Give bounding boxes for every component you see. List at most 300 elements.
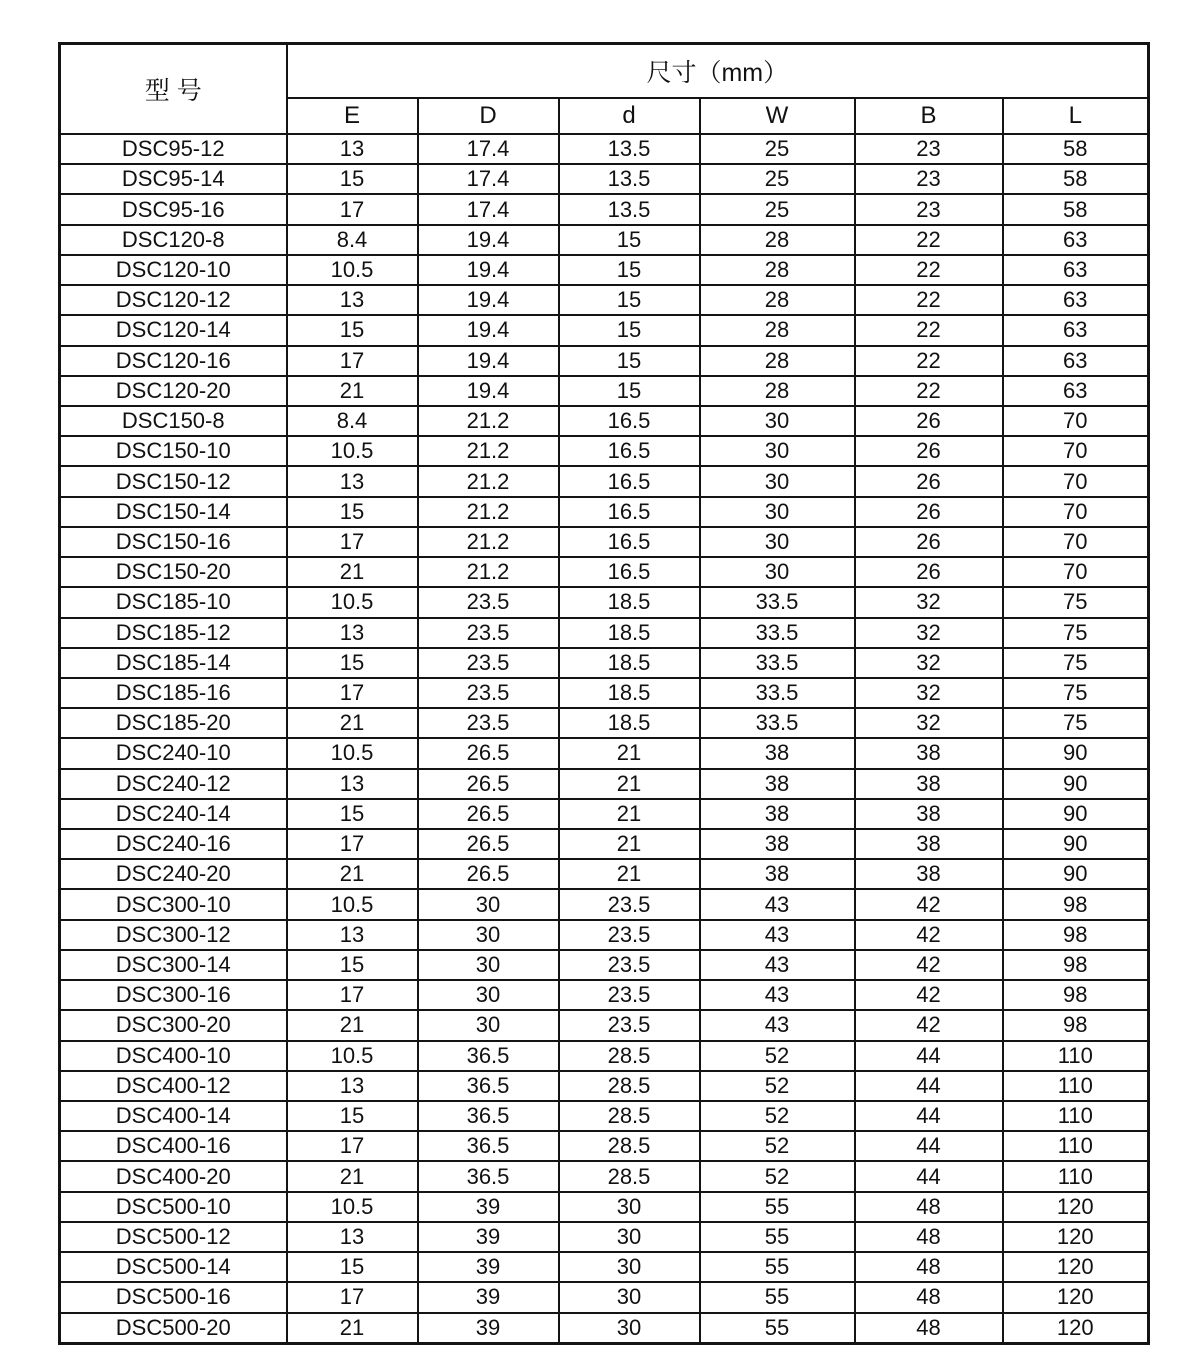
value-cell-D: 23.5: [418, 587, 559, 617]
value-cell-L: 98: [1003, 1010, 1149, 1040]
value-cell-L: 75: [1003, 587, 1149, 617]
value-cell-d: 30: [559, 1222, 700, 1252]
value-cell-L: 90: [1003, 769, 1149, 799]
column-header-D: D: [418, 98, 559, 134]
value-cell-d: 16.5: [559, 406, 700, 436]
value-cell-E: 13: [287, 466, 418, 496]
value-cell-E: 17: [287, 829, 418, 859]
value-cell-W: 55: [700, 1282, 855, 1312]
value-cell-W: 52: [700, 1161, 855, 1191]
value-cell-L: 75: [1003, 618, 1149, 648]
model-cell: DSC120-16: [60, 346, 287, 376]
value-cell-d: 28.5: [559, 1161, 700, 1191]
model-cell: DSC185-12: [60, 618, 287, 648]
value-cell-B: 38: [855, 799, 1003, 829]
value-cell-E: 15: [287, 497, 418, 527]
value-cell-B: 26: [855, 497, 1003, 527]
model-cell: DSC120-14: [60, 315, 287, 345]
value-cell-W: 28: [700, 315, 855, 345]
table-row: [60, 376, 1149, 406]
value-cell-D: 39: [418, 1313, 559, 1344]
model-cell: DSC185-10: [60, 587, 287, 617]
value-cell-W: 55: [700, 1192, 855, 1222]
value-cell-B: 22: [855, 285, 1003, 315]
value-cell-L: 70: [1003, 436, 1149, 466]
table-body: [60, 134, 1149, 1344]
table-row: [60, 769, 1149, 799]
model-cell: DSC95-12: [60, 134, 287, 164]
value-cell-L: 75: [1003, 708, 1149, 738]
value-cell-L: 98: [1003, 920, 1149, 950]
value-cell-E: 21: [287, 1313, 418, 1344]
value-cell-L: 120: [1003, 1282, 1149, 1312]
value-cell-E: 17: [287, 678, 418, 708]
value-cell-B: 22: [855, 225, 1003, 255]
column-header-B: B: [855, 98, 1003, 134]
value-cell-D: 26.5: [418, 859, 559, 889]
value-cell-L: 90: [1003, 799, 1149, 829]
value-cell-W: 33.5: [700, 648, 855, 678]
value-cell-W: 43: [700, 889, 855, 919]
value-cell-E: 8.4: [287, 406, 418, 436]
value-cell-E: 10.5: [287, 1041, 418, 1071]
model-cell: DSC240-20: [60, 859, 287, 889]
value-cell-D: 30: [418, 889, 559, 919]
value-cell-E: 21: [287, 859, 418, 889]
value-cell-E: 15: [287, 1252, 418, 1282]
value-cell-B: 22: [855, 346, 1003, 376]
value-cell-d: 30: [559, 1252, 700, 1282]
value-cell-W: 33.5: [700, 587, 855, 617]
value-cell-B: 26: [855, 406, 1003, 436]
value-cell-L: 98: [1003, 980, 1149, 1010]
value-cell-W: 33.5: [700, 618, 855, 648]
value-cell-d: 30: [559, 1313, 700, 1344]
value-cell-E: 15: [287, 648, 418, 678]
model-cell: DSC400-14: [60, 1101, 287, 1131]
value-cell-B: 42: [855, 889, 1003, 919]
column-header-W: W: [700, 98, 855, 134]
header-row-top: [60, 44, 1149, 99]
value-cell-W: 30: [700, 406, 855, 436]
value-cell-E: 21: [287, 708, 418, 738]
value-cell-E: 17: [287, 1131, 418, 1161]
model-cell: DSC120-12: [60, 285, 287, 315]
value-cell-E: 21: [287, 1161, 418, 1191]
value-cell-L: 63: [1003, 285, 1149, 315]
table-row: [60, 829, 1149, 859]
model-cell: DSC500-14: [60, 1252, 287, 1282]
table-row: [60, 346, 1149, 376]
table-row: [60, 587, 1149, 617]
table-row: [60, 1161, 1149, 1191]
model-cell: DSC120-20: [60, 376, 287, 406]
value-cell-L: 58: [1003, 194, 1149, 224]
value-cell-E: 17: [287, 1282, 418, 1312]
table-row: [60, 950, 1149, 980]
value-cell-L: 98: [1003, 889, 1149, 919]
table-row: [60, 618, 1149, 648]
value-cell-D: 21.2: [418, 497, 559, 527]
value-cell-B: 32: [855, 678, 1003, 708]
value-cell-W: 52: [700, 1101, 855, 1131]
table-row: [60, 436, 1149, 466]
value-cell-L: 63: [1003, 346, 1149, 376]
value-cell-W: 43: [700, 920, 855, 950]
table-row: [60, 678, 1149, 708]
value-cell-E: 13: [287, 134, 418, 164]
value-cell-D: 21.2: [418, 436, 559, 466]
value-cell-E: 15: [287, 950, 418, 980]
value-cell-d: 23.5: [559, 1010, 700, 1040]
table-row: [60, 889, 1149, 919]
value-cell-L: 63: [1003, 376, 1149, 406]
value-cell-L: 110: [1003, 1101, 1149, 1131]
value-cell-B: 23: [855, 194, 1003, 224]
value-cell-L: 70: [1003, 406, 1149, 436]
value-cell-d: 15: [559, 285, 700, 315]
value-cell-D: 39: [418, 1192, 559, 1222]
table-row: [60, 1101, 1149, 1131]
model-cell: DSC500-16: [60, 1282, 287, 1312]
value-cell-D: 19.4: [418, 346, 559, 376]
table-row: [60, 1071, 1149, 1101]
model-cell: DSC185-14: [60, 648, 287, 678]
value-cell-d: 21: [559, 859, 700, 889]
value-cell-E: 21: [287, 1010, 418, 1040]
value-cell-L: 63: [1003, 315, 1149, 345]
model-cell: DSC95-14: [60, 164, 287, 194]
value-cell-d: 21: [559, 799, 700, 829]
value-cell-D: 21.2: [418, 557, 559, 587]
model-cell: DSC300-12: [60, 920, 287, 950]
model-cell: DSC150-12: [60, 466, 287, 496]
value-cell-d: 18.5: [559, 618, 700, 648]
table-row: [60, 738, 1149, 768]
value-cell-B: 44: [855, 1071, 1003, 1101]
value-cell-W: 55: [700, 1222, 855, 1252]
value-cell-W: 33.5: [700, 678, 855, 708]
model-cell: DSC185-16: [60, 678, 287, 708]
value-cell-L: 75: [1003, 648, 1149, 678]
value-cell-W: 38: [700, 859, 855, 889]
table-row: [60, 920, 1149, 950]
table-row: [60, 648, 1149, 678]
value-cell-D: 36.5: [418, 1131, 559, 1161]
value-cell-D: 39: [418, 1222, 559, 1252]
value-cell-d: 21: [559, 769, 700, 799]
value-cell-d: 13.5: [559, 164, 700, 194]
value-cell-W: 30: [700, 436, 855, 466]
value-cell-B: 38: [855, 769, 1003, 799]
model-cell: DSC240-10: [60, 738, 287, 768]
value-cell-B: 38: [855, 738, 1003, 768]
value-cell-W: 55: [700, 1313, 855, 1344]
table-row: [60, 466, 1149, 496]
value-cell-E: 13: [287, 285, 418, 315]
value-cell-W: 43: [700, 980, 855, 1010]
value-cell-D: 26.5: [418, 738, 559, 768]
value-cell-D: 23.5: [418, 678, 559, 708]
value-cell-L: 75: [1003, 678, 1149, 708]
value-cell-W: 33.5: [700, 708, 855, 738]
value-cell-B: 42: [855, 1010, 1003, 1040]
model-cell: DSC300-16: [60, 980, 287, 1010]
value-cell-B: 22: [855, 315, 1003, 345]
value-cell-W: 30: [700, 527, 855, 557]
model-cell: DSC500-20: [60, 1313, 287, 1344]
value-cell-W: 25: [700, 164, 855, 194]
value-cell-E: 10.5: [287, 436, 418, 466]
model-cell: DSC300-14: [60, 950, 287, 980]
value-cell-W: 28: [700, 285, 855, 315]
model-cell: DSC300-10: [60, 889, 287, 919]
value-cell-L: 98: [1003, 950, 1149, 980]
value-cell-B: 48: [855, 1252, 1003, 1282]
value-cell-W: 28: [700, 346, 855, 376]
dimensions-group-header: 尺寸（mm）: [287, 44, 1149, 99]
value-cell-B: 32: [855, 587, 1003, 617]
table-row: [60, 1192, 1149, 1222]
value-cell-L: 110: [1003, 1161, 1149, 1191]
model-cell: DSC95-16: [60, 194, 287, 224]
value-cell-D: 39: [418, 1282, 559, 1312]
value-cell-W: 52: [700, 1041, 855, 1071]
model-cell: DSC400-10: [60, 1041, 287, 1071]
value-cell-B: 22: [855, 255, 1003, 285]
value-cell-W: 43: [700, 1010, 855, 1040]
table-row: [60, 225, 1149, 255]
value-cell-L: 63: [1003, 255, 1149, 285]
value-cell-E: 15: [287, 164, 418, 194]
model-cell: DSC240-12: [60, 769, 287, 799]
value-cell-D: 17.4: [418, 194, 559, 224]
value-cell-D: 26.5: [418, 799, 559, 829]
value-cell-d: 13.5: [559, 134, 700, 164]
value-cell-E: 10.5: [287, 1192, 418, 1222]
value-cell-B: 42: [855, 920, 1003, 950]
value-cell-E: 10.5: [287, 255, 418, 285]
value-cell-D: 19.4: [418, 225, 559, 255]
value-cell-D: 39: [418, 1252, 559, 1282]
model-cell: DSC150-14: [60, 497, 287, 527]
value-cell-d: 28.5: [559, 1041, 700, 1071]
value-cell-W: 55: [700, 1252, 855, 1282]
value-cell-W: 52: [700, 1131, 855, 1161]
table-row: [60, 1282, 1149, 1312]
value-cell-B: 26: [855, 527, 1003, 557]
value-cell-d: 15: [559, 225, 700, 255]
table-row: [60, 1222, 1149, 1252]
value-cell-B: 44: [855, 1161, 1003, 1191]
value-cell-B: 44: [855, 1101, 1003, 1131]
value-cell-d: 18.5: [559, 678, 700, 708]
value-cell-D: 23.5: [418, 708, 559, 738]
value-cell-d: 23.5: [559, 980, 700, 1010]
column-header-E: E: [287, 98, 418, 134]
table-row: [60, 708, 1149, 738]
value-cell-d: 16.5: [559, 557, 700, 587]
value-cell-L: 70: [1003, 527, 1149, 557]
value-cell-L: 70: [1003, 557, 1149, 587]
value-cell-B: 44: [855, 1041, 1003, 1071]
value-cell-L: 120: [1003, 1192, 1149, 1222]
value-cell-d: 13.5: [559, 194, 700, 224]
value-cell-E: 21: [287, 376, 418, 406]
value-cell-D: 36.5: [418, 1101, 559, 1131]
value-cell-d: 16.5: [559, 436, 700, 466]
value-cell-B: 26: [855, 557, 1003, 587]
value-cell-L: 120: [1003, 1222, 1149, 1252]
value-cell-E: 15: [287, 799, 418, 829]
value-cell-L: 110: [1003, 1041, 1149, 1071]
model-cell: DSC150-16: [60, 527, 287, 557]
column-header-d: d: [559, 98, 700, 134]
value-cell-d: 16.5: [559, 466, 700, 496]
value-cell-B: 48: [855, 1192, 1003, 1222]
value-cell-D: 30: [418, 980, 559, 1010]
model-cell: DSC240-14: [60, 799, 287, 829]
value-cell-W: 28: [700, 225, 855, 255]
value-cell-d: 30: [559, 1192, 700, 1222]
model-cell: DSC120-10: [60, 255, 287, 285]
value-cell-D: 17.4: [418, 164, 559, 194]
value-cell-W: 30: [700, 466, 855, 496]
value-cell-E: 13: [287, 920, 418, 950]
value-cell-W: 28: [700, 255, 855, 285]
value-cell-d: 18.5: [559, 587, 700, 617]
value-cell-d: 23.5: [559, 889, 700, 919]
value-cell-L: 110: [1003, 1131, 1149, 1161]
table-row: [60, 194, 1149, 224]
value-cell-d: 23.5: [559, 950, 700, 980]
value-cell-D: 21.2: [418, 527, 559, 557]
value-cell-D: 30: [418, 920, 559, 950]
value-cell-d: 15: [559, 376, 700, 406]
value-cell-d: 18.5: [559, 708, 700, 738]
value-cell-d: 16.5: [559, 497, 700, 527]
value-cell-D: 23.5: [418, 648, 559, 678]
value-cell-D: 26.5: [418, 769, 559, 799]
table-row: [60, 1131, 1149, 1161]
value-cell-B: 44: [855, 1131, 1003, 1161]
table-row: [60, 1041, 1149, 1071]
value-cell-B: 26: [855, 436, 1003, 466]
value-cell-B: 48: [855, 1313, 1003, 1344]
value-cell-W: 52: [700, 1071, 855, 1101]
value-cell-d: 21: [559, 829, 700, 859]
value-cell-D: 23.5: [418, 618, 559, 648]
table-row: [60, 1010, 1149, 1040]
value-cell-L: 63: [1003, 225, 1149, 255]
model-cell: DSC150-10: [60, 436, 287, 466]
value-cell-E: 17: [287, 980, 418, 1010]
value-cell-B: 26: [855, 466, 1003, 496]
value-cell-d: 15: [559, 346, 700, 376]
value-cell-E: 15: [287, 1101, 418, 1131]
value-cell-d: 18.5: [559, 648, 700, 678]
value-cell-L: 90: [1003, 859, 1149, 889]
value-cell-L: 58: [1003, 164, 1149, 194]
value-cell-B: 42: [855, 980, 1003, 1010]
value-cell-E: 13: [287, 1222, 418, 1252]
value-cell-W: 28: [700, 376, 855, 406]
value-cell-d: 15: [559, 255, 700, 285]
value-cell-L: 70: [1003, 497, 1149, 527]
value-cell-D: 21.2: [418, 466, 559, 496]
value-cell-B: 38: [855, 829, 1003, 859]
value-cell-D: 19.4: [418, 315, 559, 345]
table-row: [60, 406, 1149, 436]
table-row: [60, 557, 1149, 587]
table-row: [60, 285, 1149, 315]
table-row: [60, 164, 1149, 194]
model-cell: DSC500-12: [60, 1222, 287, 1252]
value-cell-D: 19.4: [418, 376, 559, 406]
value-cell-E: 13: [287, 618, 418, 648]
value-cell-W: 30: [700, 497, 855, 527]
table-row: [60, 134, 1149, 164]
value-cell-d: 23.5: [559, 920, 700, 950]
value-cell-d: 28.5: [559, 1071, 700, 1101]
value-cell-W: 38: [700, 799, 855, 829]
value-cell-E: 15: [287, 315, 418, 345]
value-cell-W: 25: [700, 194, 855, 224]
value-cell-B: 42: [855, 950, 1003, 980]
value-cell-D: 30: [418, 1010, 559, 1040]
value-cell-D: 36.5: [418, 1071, 559, 1101]
value-cell-B: 23: [855, 134, 1003, 164]
value-cell-L: 58: [1003, 134, 1149, 164]
value-cell-D: 19.4: [418, 255, 559, 285]
value-cell-B: 48: [855, 1282, 1003, 1312]
value-cell-B: 48: [855, 1222, 1003, 1252]
value-cell-E: 10.5: [287, 587, 418, 617]
value-cell-W: 38: [700, 769, 855, 799]
model-cell: DSC150-8: [60, 406, 287, 436]
value-cell-d: 28.5: [559, 1101, 700, 1131]
model-cell: DSC400-12: [60, 1071, 287, 1101]
model-cell: DSC400-20: [60, 1161, 287, 1191]
value-cell-B: 32: [855, 708, 1003, 738]
value-cell-B: 38: [855, 859, 1003, 889]
table-row: [60, 980, 1149, 1010]
value-cell-d: 28.5: [559, 1131, 700, 1161]
value-cell-L: 120: [1003, 1252, 1149, 1282]
model-column-header: 型 号: [60, 44, 287, 135]
value-cell-W: 38: [700, 829, 855, 859]
value-cell-D: 19.4: [418, 285, 559, 315]
value-cell-d: 21: [559, 738, 700, 768]
value-cell-E: 10.5: [287, 738, 418, 768]
value-cell-W: 43: [700, 950, 855, 980]
model-cell: DSC300-20: [60, 1010, 287, 1040]
value-cell-D: 36.5: [418, 1041, 559, 1071]
value-cell-B: 32: [855, 618, 1003, 648]
value-cell-d: 15: [559, 315, 700, 345]
table-row: [60, 255, 1149, 285]
value-cell-E: 17: [287, 527, 418, 557]
value-cell-B: 23: [855, 164, 1003, 194]
value-cell-L: 90: [1003, 738, 1149, 768]
table-row: [60, 859, 1149, 889]
value-cell-W: 38: [700, 738, 855, 768]
value-cell-E: 13: [287, 769, 418, 799]
dimension-spec-table: [58, 42, 1150, 1345]
model-cell: DSC400-16: [60, 1131, 287, 1161]
value-cell-D: 30: [418, 950, 559, 980]
value-cell-E: 13: [287, 1071, 418, 1101]
